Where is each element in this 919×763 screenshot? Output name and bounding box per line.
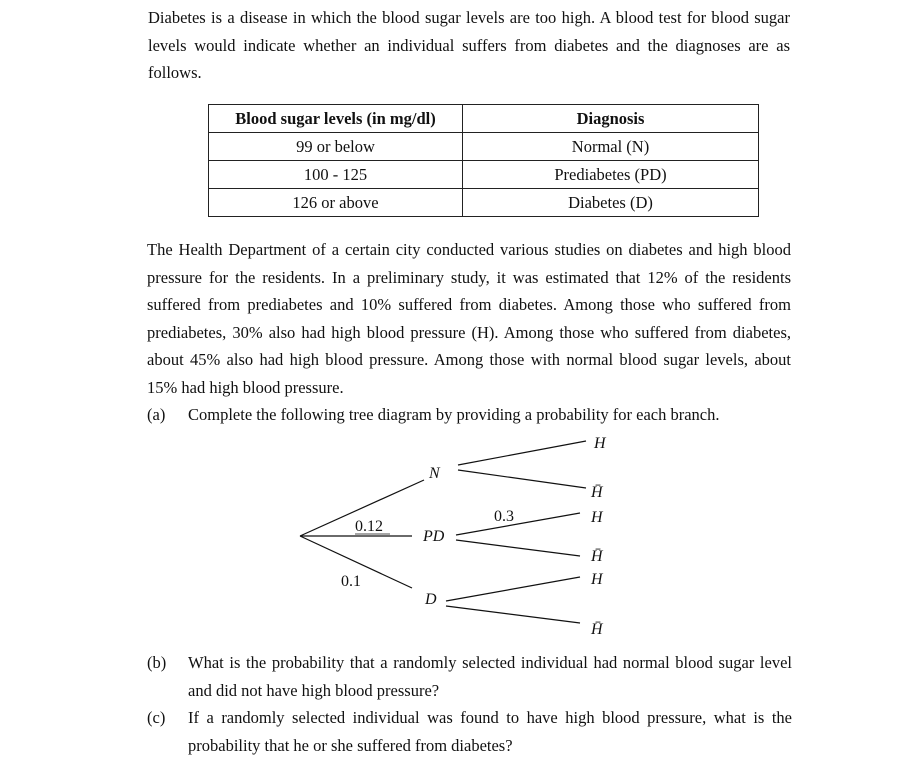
question-b-label: (b) [147,653,167,672]
leaf-PD-H: H [591,509,603,526]
header-diagnosis: Diagnosis [463,105,759,133]
question-c-label: (c) [147,708,166,727]
intro-paragraph: Diabetes is a disease in which the blood sugar levels are too high. A blood test for blood sugar levels would indicate whether an individual suffers from diabetes and the diagnoses are as follows. [148,8,790,82]
table-cell: 99 or below [209,133,463,161]
leaf-N-Hbar: H̄ [591,484,603,501]
table-cell: 100 - 125 [209,161,463,189]
branch-N-Hbar [458,470,586,488]
question-c-text: If a randomly selected individual was found to have high blood pressure, what is the probability that he or she suffered from diabetes? [188,708,792,755]
table-cell: Prediabetes (PD) [463,161,759,189]
node-N: N [429,465,440,482]
node-PD: PD [423,528,445,545]
leaf-D-Hbar: H̄ [591,621,603,638]
branch-PD-Hbar [456,540,580,556]
table-cell: 126 or above [209,189,463,217]
header-blood-sugar: Blood sugar levels (in mg/dl) [209,105,463,133]
table-cell: Normal (N) [463,133,759,161]
study-paragraph: The Health Department of a certain city conducted various studies on diabetes and high blood pressure for the residents. In a preliminary study, it was estimated that 12% of the residents suffered from prediabetes and 10% suffered from diabetes. Among those who suffered from prediabetes, 30% also had high blood pressure (H). Among those who suffered from diabetes, about 45% also had high blood pressure. Among those with normal blood sugar levels, about 15% had high blood pressure. [147,240,791,397]
leaf-N-H: H [594,435,606,452]
branch-N-H [458,441,586,465]
question-a-label: (a) [147,405,166,424]
branch-D-Hbar [446,606,580,623]
question-b-text: What is the probability that a randomly selected individual had normal blood sugar level and did not have high blood pressure? [188,653,792,700]
leaf-PD-Hbar: H̄ [591,548,603,565]
question-a-text: Complete the following tree diagram by providing a probability for each branch. [188,405,720,424]
branch-PD-H [456,513,580,535]
branch-D-H [446,577,580,601]
prob-D: 0.1 [341,573,361,590]
node-D: D [425,591,437,608]
prob-PD-H: 0.3 [494,508,514,525]
prob-PD: 0.12 [355,518,383,535]
leaf-D-H: H [591,571,603,588]
table-cell: Diabetes (D) [463,189,759,217]
